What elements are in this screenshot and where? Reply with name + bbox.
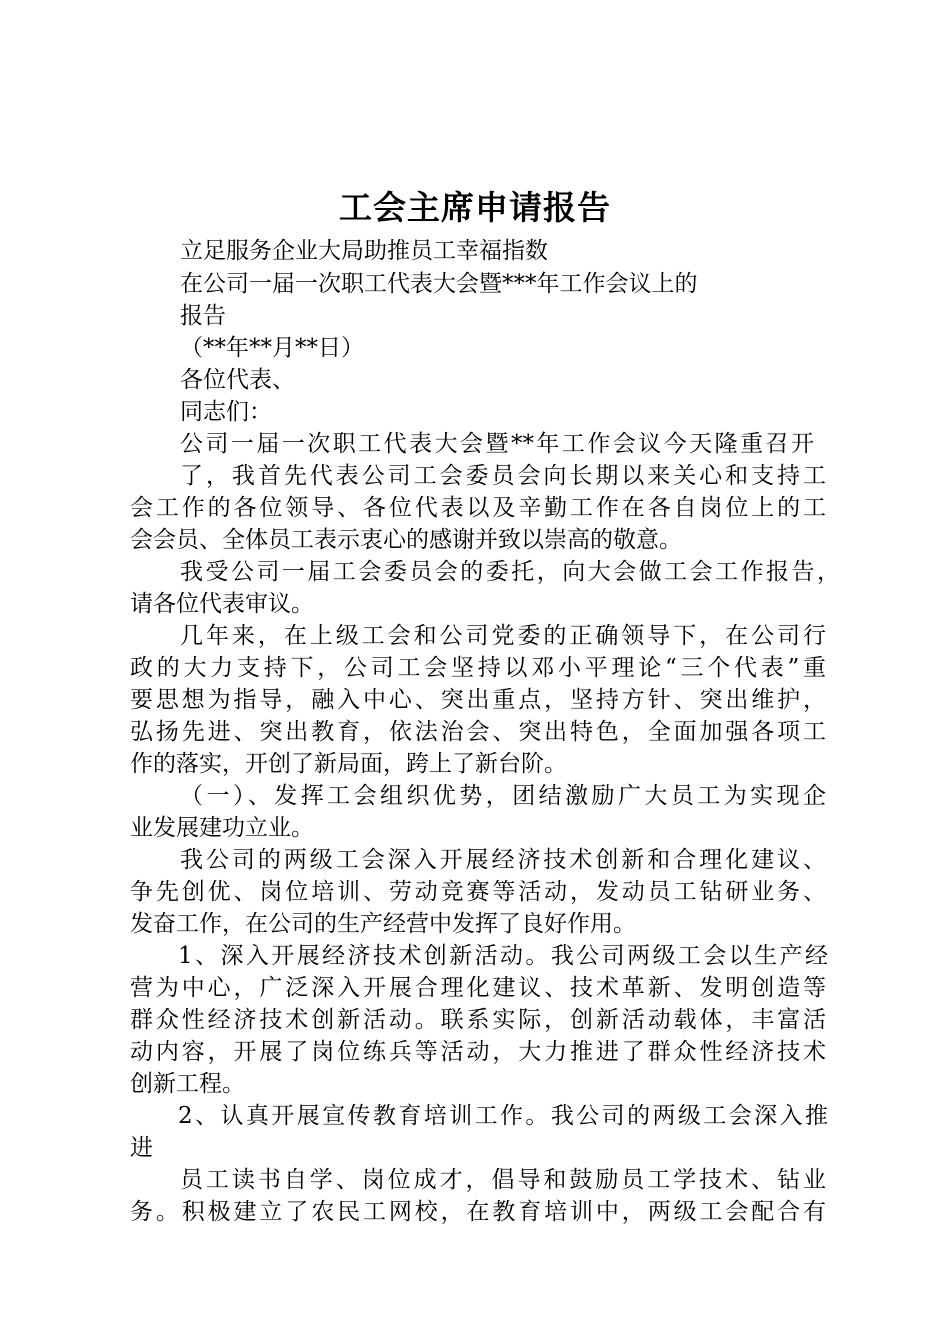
subtitle-line: 报告	[180, 303, 226, 329]
body-line: 创新工程。	[130, 1071, 245, 1097]
salutation-line: 各位代表、	[180, 367, 295, 393]
body-line: 发奋工作，在公司的生产经营中发挥了良好作用。	[130, 911, 636, 937]
body-line: 几年来，在上级工会和公司党委的正确领导下，在公司行	[180, 623, 826, 649]
body-line: 动内容，开展了岗位练兵等活动，大力推进了群众性经济技术	[130, 1039, 826, 1065]
subtitle-line: 在公司一届一次职工代表大会暨***年工作会议上的	[180, 271, 698, 297]
body-line: 1、深入开展经济技术创新活动。我公司两级工会以生产经	[178, 943, 828, 969]
body-line: 我受公司一届工会委员会的委托，向大会做工会工作报告，	[180, 559, 840, 585]
body-line: 请各位代表审议。	[130, 591, 314, 617]
body-line: 会工作的各位领导、各位代表以及辛勤工作在各自岗位上的工	[130, 495, 826, 521]
body-line: 作的落实，开创了新局面，跨上了新台阶。	[130, 751, 567, 777]
body-line: 公司一届一次职工代表大会暨**年工作会议今天隆重召开	[180, 431, 814, 457]
date-line: （**年**月**日）	[180, 335, 364, 361]
body-line: 争先创优、岗位培训、劳动竞赛等活动，发动员工钻研业务、	[130, 879, 826, 905]
document-title: 工会主席申请报告	[339, 188, 611, 227]
body-line: 我公司的两级工会深入开展经济技术创新和合理化建议、	[180, 847, 826, 873]
body-line: 弘扬先进、突出教育，依法治会、突出特色，全面加强各项工	[130, 719, 826, 745]
body-line: 进	[130, 1135, 153, 1161]
body-line: 员工读书自学、岗位成才，倡导和鼓励员工学技术、钻业	[180, 1167, 826, 1193]
body-line: 务。积极建立了农民工网校，在教育培训中，两级工会配合有	[130, 1199, 826, 1225]
body-line: 了，我首先代表公司工会委员会向长期以来关心和支持工	[180, 463, 826, 489]
section-heading-line: 业发展建功立业。	[130, 815, 314, 841]
body-line: 营为中心，广泛深入开展合理化建议、技术革新、发明创造等	[130, 975, 826, 1001]
body-line: 会会员、全体员工表示衷心的感谢并致以崇高的敬意。	[130, 527, 682, 553]
body-line: 要思想为指导，融入中心、突出重点，坚持方针、突出维护，	[130, 687, 826, 713]
subtitle-line: 立足服务企业大局助推员工幸福指数	[180, 238, 548, 264]
salutation-line: 同志们：	[180, 399, 272, 425]
body-line: 群众性经济技术创新活动。联系实际，创新活动载体，丰富活	[130, 1007, 826, 1033]
body-line: 政的大力支持下，公司工会坚持以邓小平理论“三个代表”重	[130, 655, 826, 681]
section-heading-line: （一）、发挥工会组织优势，团结激励广大员工为实现企	[180, 783, 826, 809]
body-line: 2、认真开展宣传教育培训工作。我公司的两级工会深入推	[178, 1103, 828, 1129]
